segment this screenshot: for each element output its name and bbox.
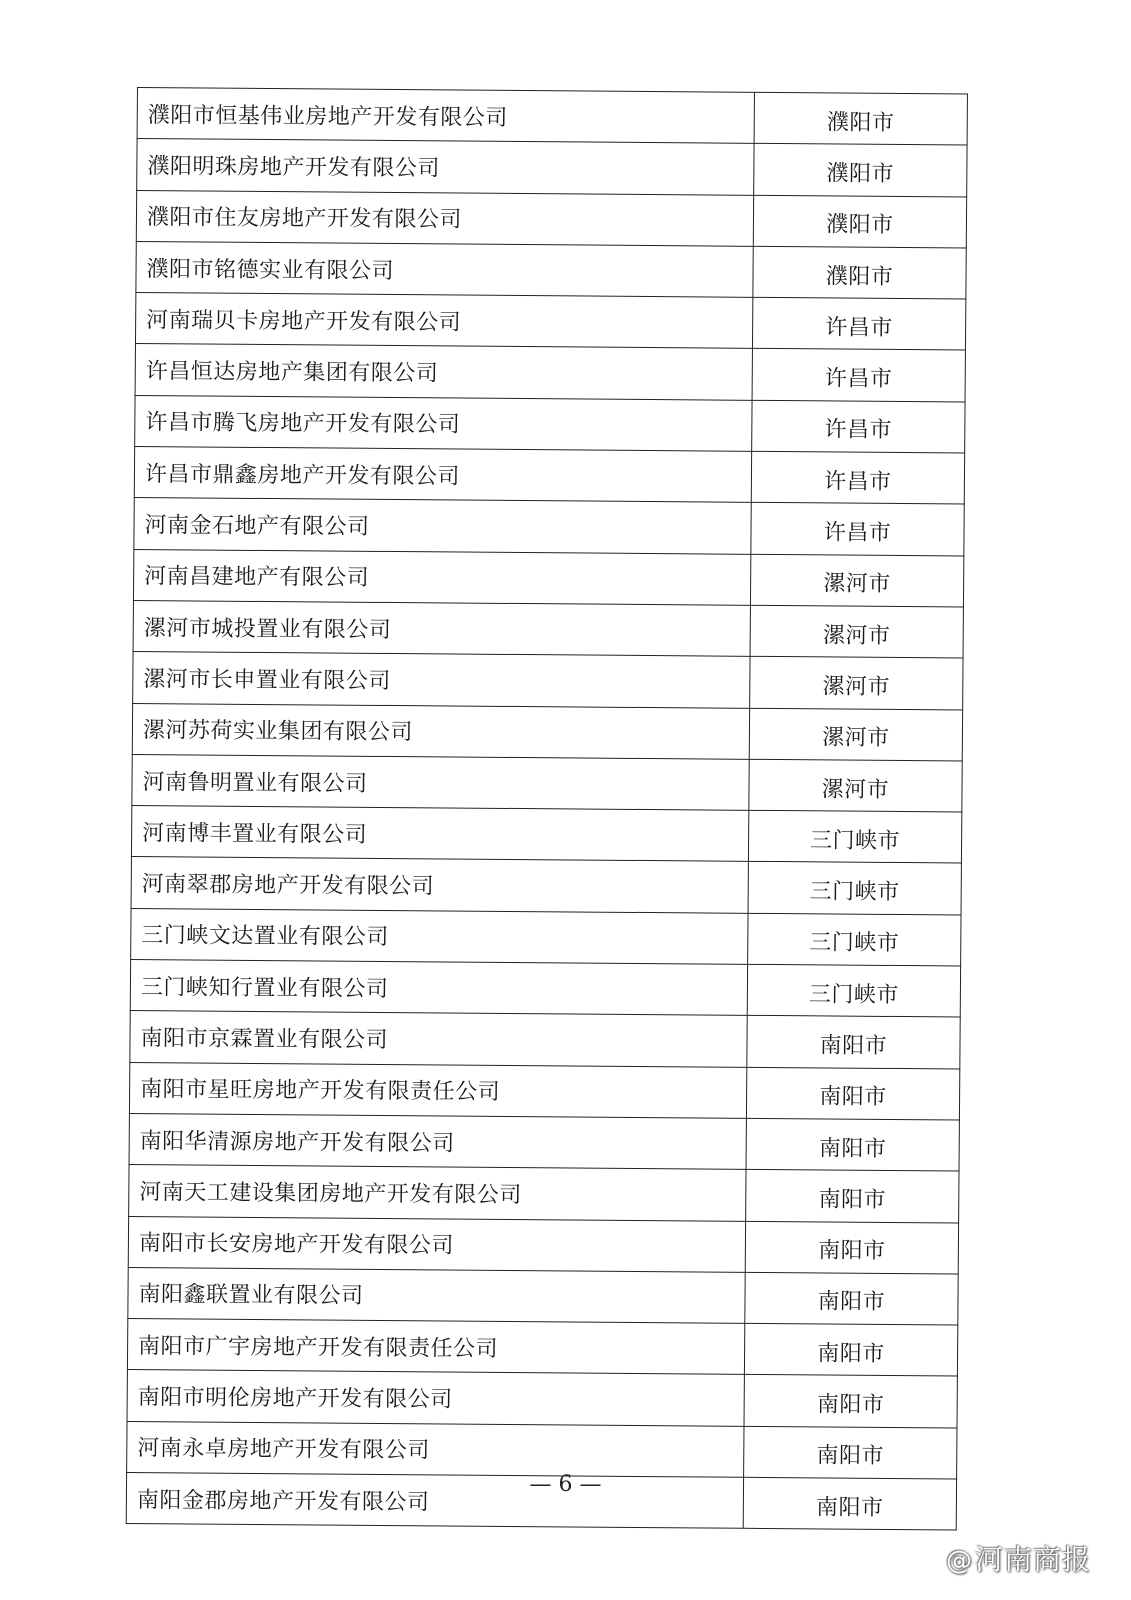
company-name-cell: 南阳市京霖置业有限公司 [130,1011,747,1067]
company-name-cell: 漯河市城投置业有限公司 [133,600,750,656]
table-row [129,1165,959,1223]
table-row [129,1113,959,1171]
company-name-cell: 河南昌建地产有限公司 [133,549,750,605]
table-row [131,908,961,966]
table-row [129,1062,959,1120]
city-cell: 南阳市 [746,1118,959,1171]
table-row [134,498,964,556]
city-cell: 南阳市 [745,1221,958,1274]
city-cell: 南阳市 [743,1477,956,1530]
company-name-cell: 河南翠郡房地产开发有限公司 [131,857,748,913]
company-name-cell: 许昌市腾飞房地产开发有限公司 [135,395,752,451]
company-name-cell: 河南天工建设集团房地产开发有限公司 [129,1165,746,1221]
watermark-text: 河南商报 [974,1543,1091,1576]
table-row [134,447,964,505]
city-cell: 漯河市 [750,554,963,607]
city-cell: 南阳市 [744,1426,957,1479]
table-row [128,1216,958,1274]
city-cell: 濮阳市 [754,92,967,145]
company-name-cell: 漯河市长申置业有限公司 [133,652,750,708]
city-cell: 三门峡市 [748,862,961,915]
page-number: — 6 — [529,1472,602,1497]
company-name-cell: 许昌市鼎鑫房地产开发有限公司 [134,447,751,503]
company-name-cell: 河南博丰置业有限公司 [131,806,748,862]
company-name-cell: 南阳市明伦房地产开发有限公司 [127,1370,744,1426]
table-row [131,857,961,915]
city-cell: 许昌市 [752,298,965,351]
city-cell: 三门峡市 [748,913,961,966]
company-name-cell: 濮阳市铭德实业有限公司 [136,241,753,297]
table-row [136,241,966,299]
table-row [127,1421,957,1479]
company-name-cell: 河南鲁明置业有限公司 [132,754,749,810]
city-cell: 南阳市 [746,1170,959,1223]
table-row [137,139,967,197]
table-row [135,344,965,402]
company-name-cell: 许昌恒达房地产集团有限公司 [135,344,752,400]
company-name-cell: 南阳市星旺房地产开发有限责任公司 [129,1062,746,1118]
city-cell: 漯河市 [749,759,962,812]
table-row [133,600,963,658]
city-cell: 濮阳市 [753,246,966,299]
table-row [127,1319,957,1377]
city-cell: 漯河市 [750,605,963,658]
table-row [131,806,961,864]
city-cell: 南阳市 [744,1323,957,1376]
table-row [133,652,963,710]
company-name-cell: 南阳华清源房地产开发有限公司 [129,1113,746,1169]
company-name-cell: 南阳金郡房地产开发有限公司 [126,1472,743,1528]
company-name-cell: 河南永卓房地产开发有限公司 [127,1421,744,1477]
table-row [135,293,965,351]
table-row [130,1011,960,1069]
table-row [132,754,962,812]
company-name-cell: 濮阳市恒基伟业房地产开发有限公司 [137,88,754,144]
watermark-at-symbol: @ [945,1546,973,1576]
city-cell: 南阳市 [746,1067,959,1120]
company-name-cell: 三门峡知行置业有限公司 [130,960,747,1016]
company-name-cell: 南阳市广宇房地产开发有限责任公司 [127,1319,744,1375]
watermark [946,1538,1091,1578]
city-cell: 南阳市 [745,1272,958,1325]
city-cell: 许昌市 [752,349,965,402]
city-cell: 漯河市 [749,708,962,761]
city-cell: 濮阳市 [754,144,967,197]
city-cell: 许昌市 [752,400,965,453]
table-row [132,703,962,761]
company-name-cell: 南阳鑫联置业有限公司 [128,1267,745,1323]
city-cell: 濮阳市 [753,195,966,248]
table-row [130,960,960,1018]
city-cell: 许昌市 [751,503,964,556]
city-cell: 许昌市 [751,451,964,504]
table-row [128,1267,958,1325]
table-row [137,88,967,146]
table-row [135,395,965,453]
city-cell: 南阳市 [747,1016,960,1069]
company-name-cell: 漯河苏荷实业集团有限公司 [132,703,749,759]
city-cell: 三门峡市 [747,964,960,1017]
table-row [127,1370,957,1428]
city-cell: 三门峡市 [748,810,961,863]
company-name-cell: 南阳市长安房地产开发有限公司 [128,1216,745,1272]
company-name-cell: 濮阳明珠房地产开发有限公司 [137,139,754,195]
table-row [133,549,963,607]
company-table [126,87,968,1531]
company-name-cell: 三门峡文达置业有限公司 [131,908,748,964]
city-cell: 南阳市 [744,1375,957,1428]
city-cell: 漯河市 [750,657,963,710]
company-table-body [126,88,967,1531]
company-name-cell: 濮阳市住友房地产开发有限公司 [136,190,753,246]
company-name-cell: 河南瑞贝卡房地产开发有限公司 [135,293,752,349]
table-row [136,190,966,248]
company-name-cell: 河南金石地产有限公司 [134,498,751,554]
